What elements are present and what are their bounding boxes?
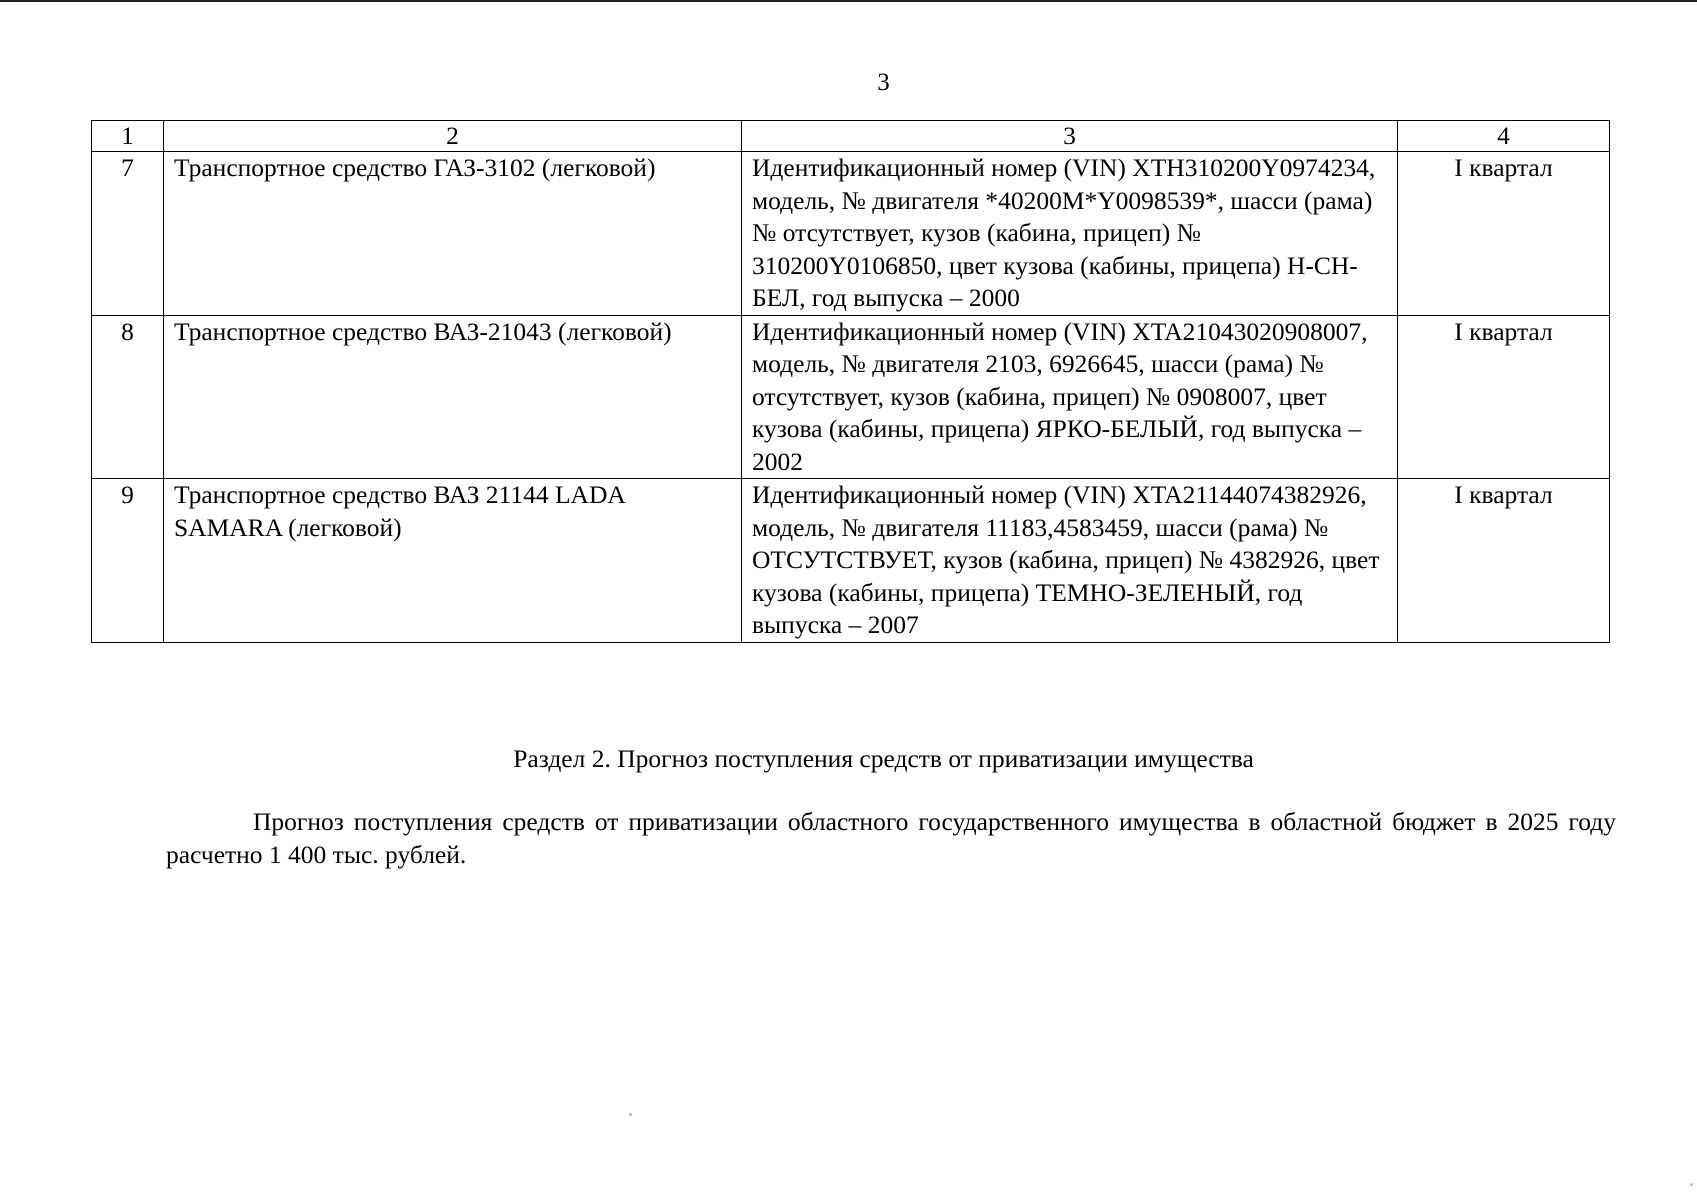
page-number: 3 (877, 69, 890, 96)
table-row (92, 479, 1610, 643)
vehicle-name: Транспортное средство ВАЗ-21043 (легковой) (164, 315, 742, 479)
section-heading-text: Раздел 2. Прогноз поступления средств от приватизации имущества (513, 744, 1254, 773)
header-cell-3: 3 (742, 121, 1398, 152)
row-number: 9 (92, 479, 164, 643)
vehicle-description: Идентификационный номер (VIN) XTA21043020908007, модель, № двигателя 2103, 6926645, шасси (рама) № отсутствует, кузов (кабина, прицеп) № 0908007, цвет кузова (кабины, прицепа) ЯРКО-БЕЛЫЙ, год выпуска – 2002 (742, 315, 1398, 479)
forecast-paragraph: Прогноз поступления средств от приватизации областного государственного имущества в областной бюджет в 2025 году расчетно 1 400 тыс. рублей. (166, 807, 1616, 869)
row-number: 7 (92, 152, 164, 316)
section-heading (0, 743, 1381, 775)
privatization-period: I квартал (1398, 479, 1610, 643)
vehicle-description: Идентификационный номер (VIN) XTA21144074382926, модель, № двигателя 11183,4583459, шасси (рама) № ОТСУТСТВУЕТ, кузов (кабина, прицеп) № 4382926, цвет кузова (кабины, прицепа) ТЕМНО-ЗЕЛЕНЫЙ, год выпуска – 2007 (742, 479, 1398, 643)
table-row (92, 315, 1610, 479)
vehicle-description: Идентификационный номер (VIN) XTH310200Y0974234, модель, № двигателя *40200M*Y0098539*, шасси (рама) № отсутствует, кузов (кабина, прицеп) № 310200Y0106850, цвет кузова (кабины, прицепа) Н-СН-БЕЛ, год выпуска – 2000 (742, 152, 1398, 316)
table-row (92, 152, 1610, 316)
privatization-period: I квартал (1398, 315, 1610, 479)
header-cell-2: 2 (164, 121, 742, 152)
vehicle-name: Транспортное средство ГАЗ-3102 (легковой) (164, 152, 742, 316)
scan-speck (629, 1113, 632, 1116)
scan-top-edge (0, 0, 1697, 2)
privatization-period: I квартал (1398, 152, 1610, 316)
row-number: 8 (92, 315, 164, 479)
scan-speck (1690, 1183, 1693, 1186)
header-cell-4: 4 (1398, 121, 1610, 152)
table-header-row (92, 121, 1610, 152)
header-cell-1: 1 (92, 121, 164, 152)
vehicle-name: Транспортное средство ВАЗ 21144 LADA SAMARA (легковой) (164, 479, 742, 643)
vehicle-privatization-table (91, 120, 1610, 643)
